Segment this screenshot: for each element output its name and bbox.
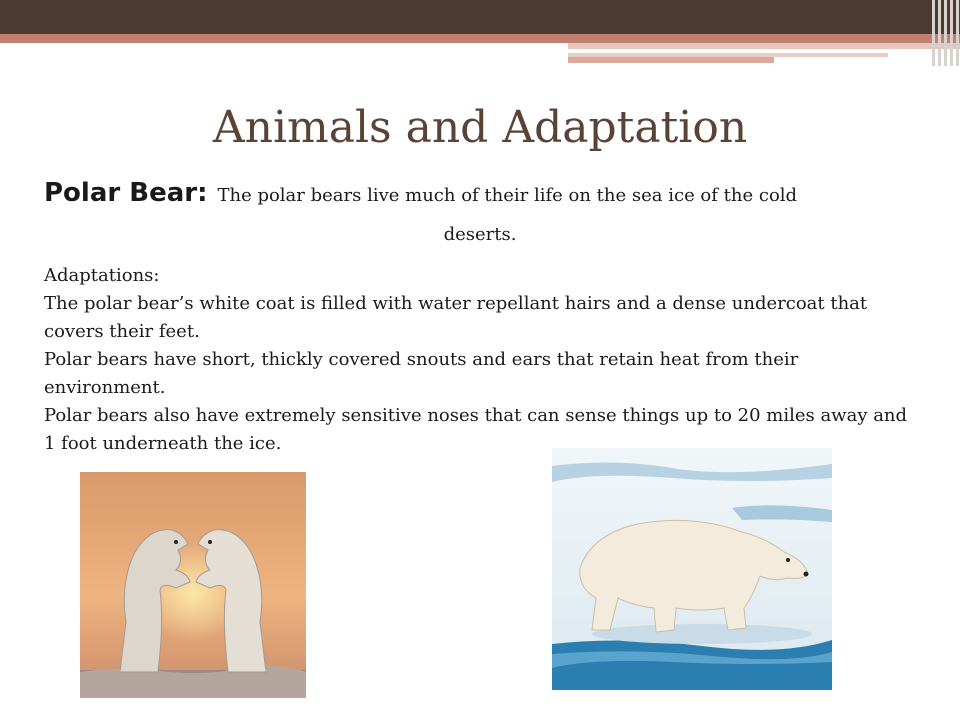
lead-text-continued: deserts. [443, 224, 517, 245]
lead-text: The polar bears live much of their life on the sea ice of the cold [217, 185, 798, 206]
lead-label: Polar Bear: [44, 178, 208, 208]
walking-polar-bear-photo [552, 448, 832, 690]
adaptation-item: Polar bears also have extremely sensitive noses that can sense things up to 20 miles away and 1 foot underneath the ice. [44, 405, 908, 454]
adaptations-heading: Adaptations: [44, 265, 160, 286]
adaptations-block [44, 262, 924, 458]
adaptation-item: The polar bear’s white coat is filled with water repellant hairs and a dense undercoat that covers their feet. [44, 293, 868, 342]
header-bar [0, 0, 960, 34]
header-accent-band-3 [568, 57, 774, 63]
slide-title: Animals and Adaptation [212, 102, 748, 153]
lead-paragraph [44, 178, 924, 208]
adaptation-item: Polar bears have short, thickly covered snouts and ears that retain heat from their environment. [44, 349, 799, 398]
sparring-polar-bears-photo [80, 472, 306, 698]
header-stripes [930, 0, 960, 66]
header-band [0, 34, 960, 43]
